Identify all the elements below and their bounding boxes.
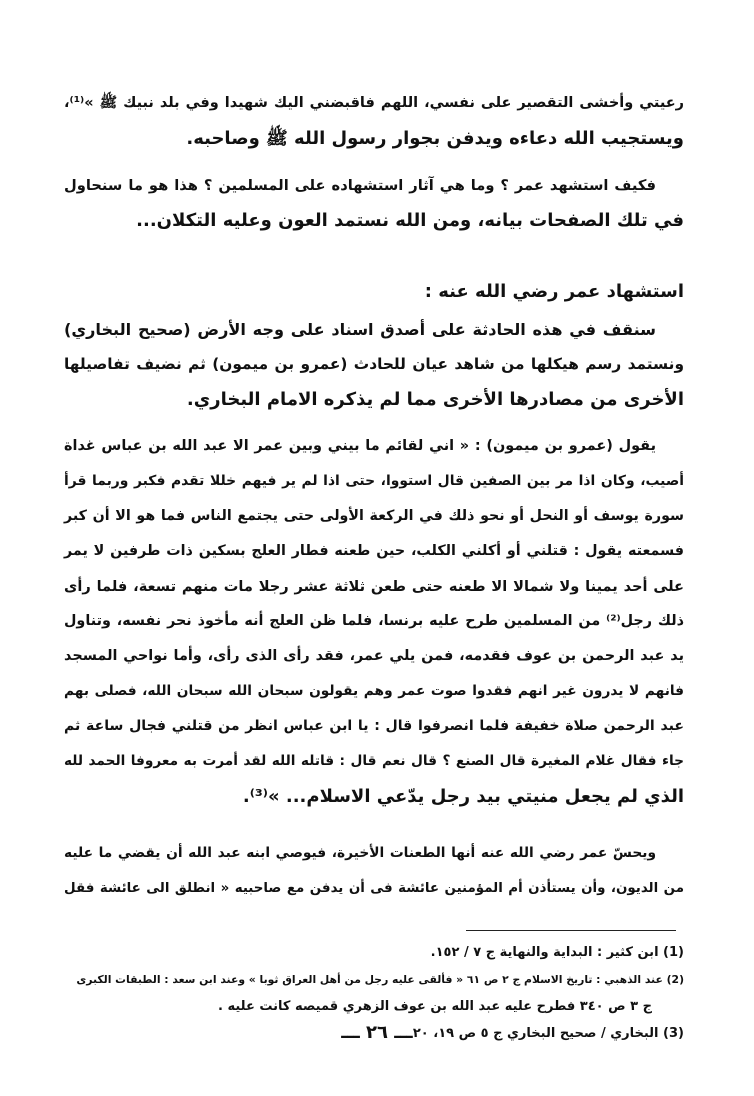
paragraph-5: [64, 836, 684, 906]
text-line: ونستمد رسم هيكلها من شاهد عيان للحادث (عمرو بن ميمون) ثم نضيف تفاصيلها: [64, 355, 684, 373]
text-line: الأخرى من مصادرها الأخرى مما لم يذكره الامام البخاري.: [186, 389, 684, 410]
text-line: في تلك الصفحات بيانه، ومن الله نستمد العون وعليه التكلان...: [136, 210, 684, 231]
text-line: ويستجيب الله دعاءه ويدفن بجوار رسول الله ﷺ وصاحبه.: [186, 128, 684, 149]
text-line: رعيتي وأخشى التقصير على نفسي، اللهم فاقبضني اليك شهيدا وفي بلد نبيك ﷺ »⁽¹⁾،: [64, 95, 684, 111]
text-line: من الديون، وأن يستأذن أم المؤمنين عائشة فى أن يدفن مع صاحبيه « انطلق الى عائشة فقل: [64, 881, 684, 896]
footnote-1: (1) ابن كثير : البداية والنهاية ج ٧ / ١٥٢.: [430, 945, 684, 960]
paragraph-2: [64, 168, 684, 238]
text-line: فانهم لا يدرون غير انهم فقدوا صوت عمر وهم يقولون سبحان الله سبحان الله، فصلى بهم: [64, 683, 684, 699]
text-line: فسمعته يقول : قتلني أو أكلني الكلب، حين طعنه فطار العلج بسكين ذات طرفين لا يمر: [64, 543, 684, 559]
text-line: جاء فقال غلام المغيرة قال الصنع ؟ قال نعم قال : قاتله الله لقد أمرت به معروفا الحمد لله: [64, 753, 684, 769]
text-line: يقول (عمرو بن ميمون) : « اني لقائم ما بيني وبين عمر الا عبد الله بن عباس غداة: [64, 438, 656, 454]
text-line: عبد الرحمن صلاة خفيفة فلما انصرفوا قال : يا ابن عباس انظر من قتلني فجال ساعة ثم: [64, 718, 684, 734]
paragraph-1: [64, 86, 684, 156]
text-line: أصيب، وكان اذا مر بين الصفين قال استووا، حتى اذا لم ير فيهم خللا تقدم فكبر وربما قرأ: [64, 473, 684, 489]
text-line: يد عبد الرحمن بن عوف فقدمه، فمن يلي عمر، فقد رأى الذى رأى، وأما نواحي المسجد: [64, 648, 684, 664]
text-line: فكيف استشهد عمر ؟ وما هي آثار استشهاده على المسلمين ؟ هذا هو ما سنحاول: [64, 177, 656, 194]
paragraph-3: [64, 312, 684, 417]
footnote-divider: [466, 930, 676, 931]
text-line: سورة يوسف أو النحل أو نحو ذلك في الركعة الأولى حتى يجتمع الناس فما هو الا أن كبر: [64, 508, 684, 524]
footnote-2: (2) عند الذهبي : تاريخ الاسلام ج ٢ ص ٦١ « فألقى عليه رجل من أهل العراق ثوبا » وعند ابن سعد : الطبقات الكبرى: [76, 973, 684, 986]
section-heading: استشهاد عمر رضي الله عنه :: [424, 281, 684, 302]
footnote-2-continued: ج ٣ ص ٣٤٠ فطرح عليه عبد الله بن عوف الزهري قميصه كانت عليه .: [217, 999, 652, 1014]
text-line: الذي لم يجعل منيتي بيد رجل يدّعي الاسلام... »⁽³⁾.: [242, 786, 684, 807]
text-line: سنقف في هذه الحادثة على أصدق اسناد على وجه الأرض (صحيح البخاري): [64, 320, 656, 339]
page-number: ـــ ٢٦ ـــ: [341, 1022, 413, 1043]
text-line: على أحد يمينا ولا شمالا الا طعنه حتى طعن ثلاثة عشر رجلا مات منهم تسعة، فلما رأى: [64, 578, 684, 595]
text-line: ذلك رجل⁽²⁾ من المسلمين طرح عليه برنسا، فلما ظن العلج أنه مأخوذ نحر نفسه، وتناول: [64, 613, 684, 629]
footnote-3: (3) البخاري / صحيح البخاري ج ٥ ص ١٩، ٢٠: [412, 1026, 684, 1041]
paragraph-4: [64, 429, 684, 814]
text-line: ويحسّ عمر رضي الله عنه أنها الطعنات الأخيرة، فيوصي ابنه عبد الله أن يقضي ما عليه: [64, 845, 656, 861]
page-body: [64, 86, 684, 1047]
